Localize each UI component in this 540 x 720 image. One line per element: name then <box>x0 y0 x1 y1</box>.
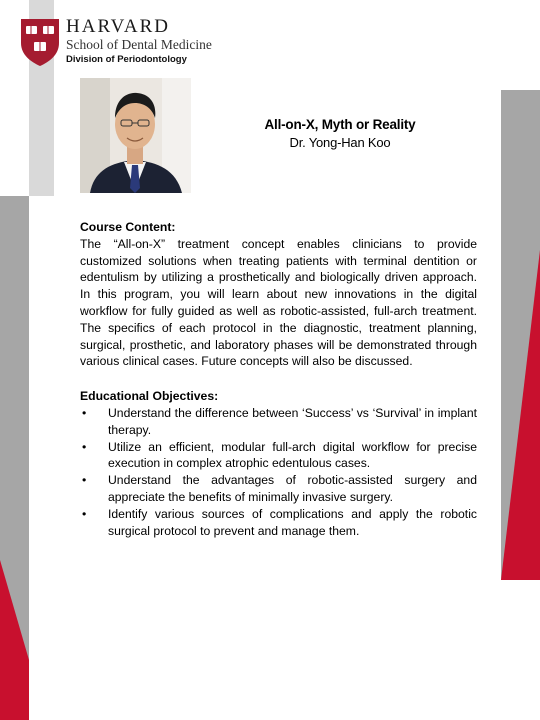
bullet-icon: • <box>82 506 87 521</box>
objective-text: Understand the difference between ‘Success’ vs ‘Survival’ in implant therapy. <box>108 405 477 437</box>
bullet-icon: • <box>82 405 87 420</box>
logo-school: School of Dental Medicine <box>66 37 212 52</box>
harvard-logo <box>19 17 239 67</box>
course-content-heading: Course Content: <box>80 220 176 234</box>
course-content-text: The “All-on-X” treatment concept enables clinicians to provide customized solutions when treating patients with terminal dentition or edentulism by utilizing a prosthetically and biologically driven approach. In this program, you will learn about new innovations in the digital workflow for fully guided as well as robotic-assisted, full-arch treatment. The specifics of each protocol in the diagnostic, treatment planning, surgical, prosthetic, and laboratory phases will be demonstrated through various clinical cases. Future concepts will also be discussed. <box>80 236 477 369</box>
shield-icon <box>19 17 61 67</box>
objective-text: Understand the advantages of robotic-assisted surgery and appreciate the benefits of minimally invasive surgery. <box>108 473 477 504</box>
objective-text: Identify various sources of complications and apply the robotic surgical protocol to prevent and manage them. <box>108 506 477 538</box>
bullet-icon: • <box>82 439 87 454</box>
course-header <box>200 115 480 152</box>
speaker-photo <box>80 78 191 193</box>
course-title: All-on-X, Myth or Reality <box>264 117 416 132</box>
list-item <box>80 472 477 506</box>
objectives-list <box>80 405 477 539</box>
course-body <box>80 219 477 539</box>
list-item <box>80 506 477 540</box>
list-item <box>80 405 477 439</box>
logo-wordmark: HARVARD <box>66 16 170 37</box>
list-item <box>80 439 477 473</box>
speaker-name: Dr. Yong-Han Koo <box>289 135 391 150</box>
objective-text: Utilize an efficient, modular full-arch digital workflow for precise execution in complex atrophic edentulous cases. <box>108 439 477 471</box>
speaker-portrait-image <box>80 78 191 193</box>
educational-objectives <box>80 388 477 539</box>
objectives-heading: Educational Objectives: <box>80 389 219 404</box>
logo-division: Division of Periodontology <box>66 54 187 65</box>
bullet-icon: • <box>82 473 87 488</box>
